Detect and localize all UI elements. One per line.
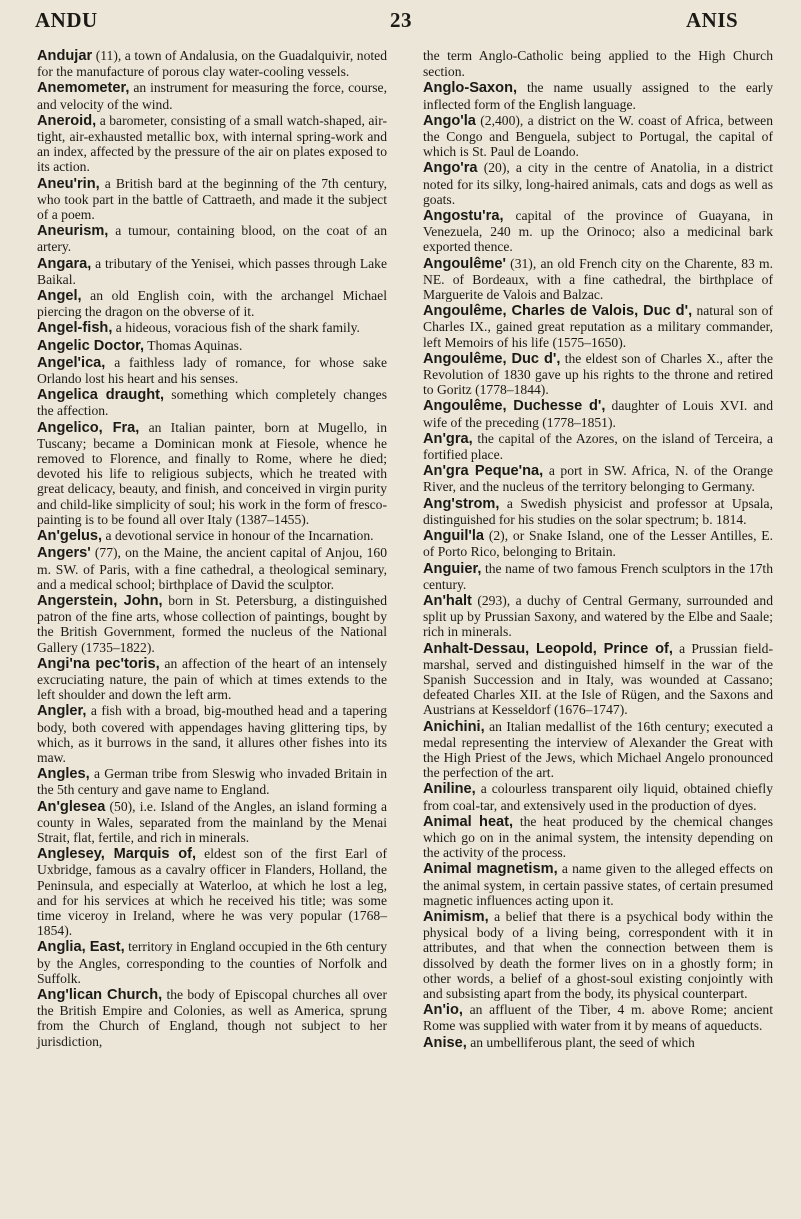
entry-headword: Anemometer,: [37, 80, 130, 97]
dictionary-entry: [423, 80, 773, 111]
dictionary-entry: [37, 288, 387, 319]
entry-definition: Thomas Aquinas.: [144, 337, 243, 353]
entry-headword: An'io,: [423, 1002, 463, 1019]
entry-headword: Anguier,: [423, 560, 482, 577]
entry-definition: the name usually assigned to the early inflected form of the English language.: [423, 80, 773, 112]
dictionary-entry: [37, 656, 387, 703]
entry-definition: a name given to the alleged effects on the animal system, in certain passive states, of certain presumed magnetic influences acting upon it.: [423, 861, 773, 908]
entry-headword: Animal heat,: [423, 813, 514, 830]
entry-definition: (77), on the Maine, the ancient capital of Anjou, 160 m. SW. of Paris, with a fine cathedral, a theological seminary, and a medical school; birthplace of David the sculptor.: [37, 545, 387, 592]
entry-headword: Anglesey, Marquis of,: [37, 846, 197, 863]
entry-definition: a colourless transparent oily liquid, obtained chiefly from coal-tar, and extensively used in the production of dyes.: [423, 781, 773, 813]
entry-headword: An'gra,: [423, 430, 473, 447]
entry-definition: an affection of the heart of an intensely excruciating nature, the pain of which at times extends to the left shoulder and down the left arm.: [37, 655, 388, 703]
dictionary-entry: [423, 463, 773, 494]
entry-definition: a hideous, voracious fish of the shark family.: [112, 320, 360, 336]
entry-headword: Animal magnetism,: [423, 861, 558, 878]
dictionary-entry: [423, 641, 773, 718]
dictionary-entry: [423, 256, 773, 303]
right-column: [423, 48, 773, 1052]
entry-headword: Aneu'rin,: [37, 175, 100, 192]
dictionary-entry: [37, 766, 387, 797]
entry-headword: Ango'ra: [423, 160, 478, 177]
entry-headword: Anhalt-Dessau, Leopold, Prince of,: [423, 640, 673, 657]
entry-headword: Angers': [37, 545, 91, 562]
entry-headword: Angara,: [37, 255, 92, 272]
entry-headword: Andujar: [37, 48, 93, 64]
entry-headword: Angostu'ra,: [423, 208, 504, 225]
entry-definition: a faithless lady of romance, for whose sake Orlando lost his heart and his senses.: [37, 354, 387, 387]
entry-headword: An'gra Peque'na,: [423, 463, 544, 480]
entry-headword: Anglo-Saxon,: [423, 80, 518, 97]
dictionary-entry: [37, 939, 387, 986]
dictionary-entry: [37, 799, 387, 846]
dictionary-entry: [423, 719, 773, 781]
entry-headword: Angel,: [37, 288, 82, 305]
entry-headword: Angler,: [37, 703, 87, 720]
entry-headword: Ang'strom,: [423, 495, 500, 512]
dictionary-entry: [423, 160, 773, 207]
entry-definition: an instrument for measuring the force, course, and velocity of the wind.: [37, 80, 387, 112]
dictionary-entry: [37, 320, 387, 336]
dictionary-entry: [37, 256, 387, 287]
entry-definition: (20), a city in the centre of Anatolia, in a district noted for its silky, long-haired animals, cats and dogs as well as goats.: [423, 160, 773, 207]
entry-definition: daughter of Louis XVI. and wife of the preceding (1778–1851).: [423, 398, 774, 430]
entry-headword: Angles,: [37, 766, 90, 783]
dictionary-entry: [37, 545, 387, 592]
left-column: [37, 48, 387, 1050]
running-head-left: ANDU: [35, 8, 98, 32]
entry-definition: (293), a duchy of Central Germany, surrounded and split up by Prussian Saxony, and watered by the Elbe and Saale; rich in minerals.: [423, 592, 773, 640]
entry-definition: the term Anglo-Catholic being applied to the High Church section.: [423, 48, 773, 80]
entry-headword: Angerstein, John,: [37, 592, 163, 609]
entry-headword: Angelico, Fra,: [37, 419, 140, 436]
entry-definition: a Swedish physicist and professor at Upsala, distinguished for his studies on the solar spectrum; b. 1814.: [423, 495, 773, 527]
entry-definition: an Italian medallist of the 16th century; executed a medal representing the interview of Alexander the Great with the High Priest of the Jews, which Michael Angelo pronounced the perfection of the art.: [423, 718, 773, 781]
entry-definition: the capital of the Azores, on the island of Terceira, a fortified place.: [423, 430, 773, 463]
entry-definition: a port in SW. Africa, N. of the Orange River, and the nucleus of the territory belonging to Germany.: [423, 463, 773, 495]
entry-definition: the heat produced by the chemical changes which go on in the animal system, the intensity depending on the activity of the process.: [423, 813, 773, 861]
entry-definition: (2,400), a district on the W. coast of Africa, between the Congo and Benguela, subject to Portugal, the capital of which is St. Paul de Loando.: [423, 112, 773, 160]
dictionary-entry: [37, 387, 387, 418]
dictionary-entry: [37, 223, 387, 254]
dictionary-entry: [423, 208, 773, 255]
entry-headword: Aneroid,: [37, 112, 97, 129]
dictionary-entry: [37, 48, 387, 79]
entry-headword: Angelica draught,: [37, 387, 165, 404]
entry-definition: a belief that there is a psychical body within the physical body of a living being, correspondent with it in attributes, and that when the connection between them is dissolved by death the former lives on in a ghostly form; in other words, a belief of a ghost-soul existing conjointly with and subsisting apart from the body, its physical counterpart.: [423, 908, 773, 1001]
entry-headword: Angoulême': [423, 255, 506, 272]
entry-definition: (31), an old French city on the Charente, 83 m. NE. of Bordeaux, with a fine cathedral, the birthplace of Marguerite de Valois and Balzac.: [423, 255, 773, 303]
entry-headword: Angel'ica,: [37, 354, 106, 371]
entry-definition: an Italian painter, born at Mugello, in Tuscany; became a Dominican monk at Fiesole, whence he removed to Florence, and finally to Rome, where he died; devoted his life to religious subjects, which he treated with great delicacy, beauty, and finish, and conceived in virgin purity and child-like simplicity of soul; his work in the form of fresco-painting is to be found all over Italy (1387–1455).: [37, 419, 388, 527]
entry-definition: a Prussian field-marshal, served and distinguished himself in the war of the Spanish Succession and in Italy, was wounded at Cassano; defeated Charles XII. at the Isle of Rügen, and the Saxons and Austrians at Kesseldorf (1676–1747).: [423, 640, 773, 718]
entry-definition: a British bard at the beginning of the 7th century, who took part in the battle of Cattraeth, and made it the subject of a poem.: [37, 175, 387, 223]
entry-headword: Angelic Doctor,: [37, 337, 145, 354]
dictionary-entry: [423, 528, 773, 559]
entry-headword: Angoulême, Charles de Valois, Duc d',: [423, 303, 693, 320]
entry-definition: an old English coin, with the archangel Michael piercing the dragon on the obverse of it.: [37, 288, 387, 320]
entry-definition: a tributary of the Yenisei, which passes through Lake Baikal.: [37, 255, 387, 287]
dictionary-entry: [423, 431, 773, 462]
entry-definition: a barometer, consisting of a small watch-shaped, air-tight, air-exhausted metallic box, with internal spring-work and an index, affected by the pressure of the air on plates exposed to its action.: [37, 112, 387, 175]
entry-headword: Aniline,: [423, 781, 476, 798]
dictionary-entry: [37, 846, 387, 938]
dictionary-entry: [37, 355, 387, 386]
entry-headword: Aneurism,: [37, 223, 109, 240]
dictionary-entry: [423, 909, 773, 1001]
dictionary-entry: [423, 593, 773, 640]
entry-definition: (2), or Snake Island, one of the Lesser Antilles, E. of Porto Rico, belonging to Britain.: [423, 528, 773, 560]
entry-headword: Anise,: [423, 1034, 467, 1051]
dictionary-entry: [37, 593, 387, 655]
entry-definition: a fish with a broad, big-mouthed head and a tapering body, both covered with appendages having glittering tips, by which, as it burrows in the sand, it allures other fishes into its maw.: [37, 703, 387, 765]
dictionary-entry: [423, 398, 773, 429]
entry-definition: the eldest son of Charles X., after the Revolution of 1830 gave up his rights to the throne and retired to Goritz (1778–1844).: [423, 350, 773, 398]
entry-headword: An'gelus,: [37, 528, 103, 545]
entry-definition: the name of two famous French sculptors in the 17th century.: [423, 560, 773, 592]
dictionary-entry: [37, 113, 387, 175]
entry-headword: Angoulême, Duchesse d',: [423, 398, 606, 415]
dictionary-entry: [37, 987, 387, 1049]
dictionary-entry: [37, 420, 387, 527]
entry-headword: Anichini,: [423, 718, 485, 735]
entry-headword: Angoulême, Duc d',: [423, 350, 561, 367]
entry-definition: territory in England occupied in the 6th century by the Angles, corresponding to the counties of Norfolk and Suffolk.: [37, 939, 387, 986]
entry-definition: eldest son of the first Earl of Uxbridge, famous as a cavalry officer in Flanders, Holland, the Peninsula, and especially at Waterloo, at which he lost a leg, and for his services at which he received his title; was some time viceroy in Ireland, where he was very popular (1768–1854).: [37, 846, 387, 939]
dictionary-entry: [423, 113, 773, 160]
dictionary-entry: [423, 303, 773, 350]
dictionary-entry: [423, 861, 773, 908]
page-number: 23: [390, 8, 412, 32]
page-header: [0, 8, 801, 34]
entry-headword: Anguil'la: [423, 528, 485, 545]
entry-definition: natural son of Charles IX., gained great reputation as a military commander, left Memoirs of his life (1575–1650).: [423, 303, 773, 350]
dictionary-entry: [423, 561, 773, 592]
entry-headword: Ang'lican Church,: [37, 986, 163, 1003]
entry-headword: An'halt: [423, 592, 472, 609]
dictionary-entry: [423, 781, 773, 812]
entry-definition: something which completely changes the affection.: [37, 387, 387, 419]
dictionary-entry: [423, 496, 773, 527]
dictionary-entry: [37, 703, 387, 765]
entry-headword: Ango'la: [423, 112, 476, 129]
entry-definition: a devotional service in honour of the Incarnation.: [102, 528, 374, 544]
entry-headword: An'glesea: [37, 798, 106, 815]
running-head-right: ANIS: [686, 8, 739, 32]
entry-definition: born in St. Petersburg, a distinguished patron of the fine arts, whose collection of paintings, bought by the British Government, formed the nucleus of the National Gallery (1735–1822).: [37, 592, 387, 655]
dictionary-entry: [423, 814, 773, 861]
entry-headword: Animism,: [423, 908, 489, 925]
entry-definition: the body of Episcopal churches all over the British Empire and Colonies, as well as America, sprung from the Church of England, though not subject to her jurisdiction,: [37, 986, 387, 1049]
dictionary-entry: [423, 1002, 773, 1033]
entry-definition: an affluent of the Tiber, 4 m. above Rome; ancient Rome was supplied with water from it by means of aqueducts.: [423, 1002, 773, 1034]
entry-definition: a German tribe from Sleswig who invaded Britain in the 5th century and gave name to England.: [37, 766, 387, 798]
entry-headword: Angel-fish,: [37, 320, 113, 337]
entry-definition: (11), a town of Andalusia, on the Guadalquivir, noted for the manufacture of porous clay water-cooling vessels.: [37, 48, 387, 80]
dictionary-entry: [423, 48, 773, 79]
dictionary-entry: [37, 528, 387, 544]
entry-definition: a tumour, containing blood, on the coat of an artery.: [37, 223, 387, 255]
entry-definition: an umbelliferous plant, the seed of which: [466, 1034, 695, 1050]
dictionary-entry: [37, 80, 387, 111]
dictionary-entry: [37, 338, 387, 354]
entry-definition: (50), i.e. Island of the Angles, an island forming a county in Wales, separated from the mainland by the Menai Strait, flat, fertile, and rich in minerals.: [37, 798, 387, 845]
dictionary-entry: [37, 176, 387, 223]
entry-headword: Angi'na pec'toris,: [37, 655, 160, 672]
dictionary-entry: [423, 351, 773, 398]
dictionary-entry: [423, 1035, 773, 1051]
entry-headword: Anglia, East,: [37, 939, 125, 956]
entry-definition: capital of the province of Guayana, in Venezuela, 240 m. up the Orinoco; also a medicinal bark exported thence.: [423, 208, 773, 255]
